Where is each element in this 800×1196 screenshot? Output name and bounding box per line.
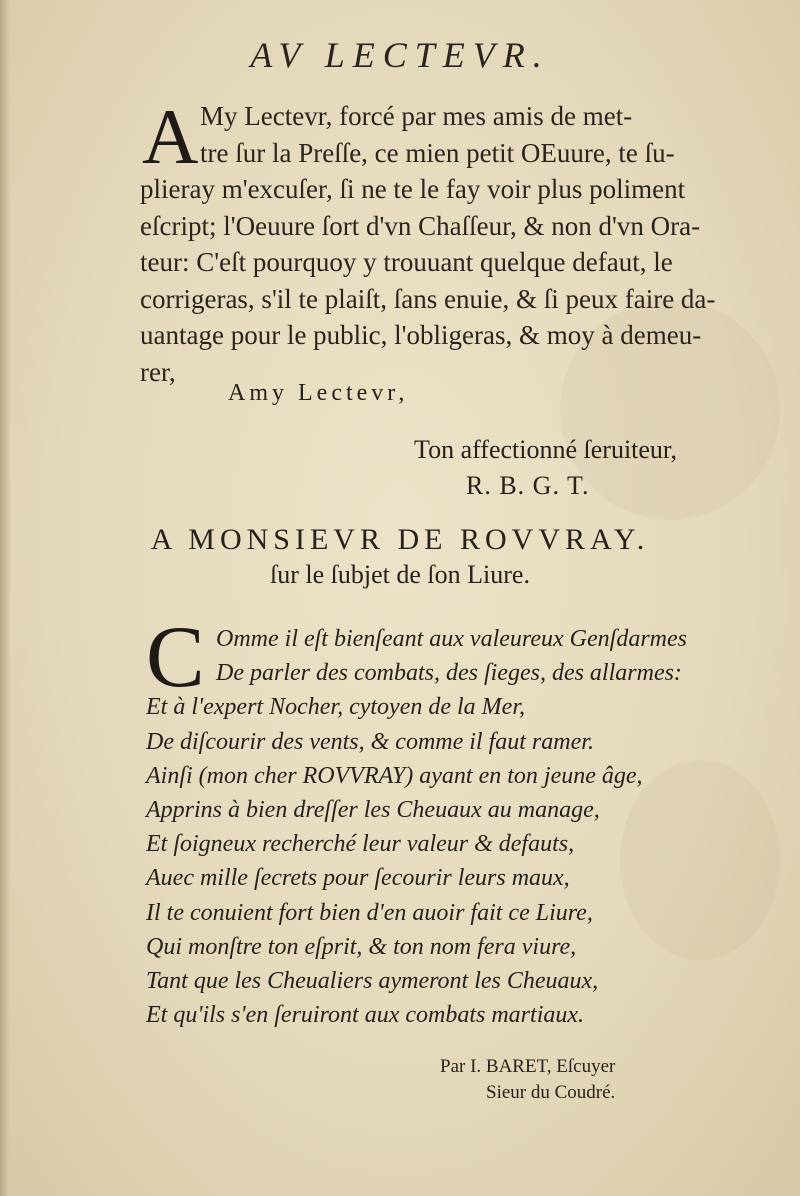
- poem-line: De diſcourir des vents, & comme il faut ramer.: [146, 728, 594, 755]
- poem-line: Tant que les Cheualiers aymeront les Cheuaux,: [146, 968, 599, 995]
- poem-line: Il te conuient fort bien d'en auoir fait ce Liure,: [146, 899, 593, 926]
- poem-line: Auec mille ſecrets pour ſecourir leurs maux,: [146, 865, 570, 892]
- preface-line: My Lectevr, forcé par mes amis de met-: [200, 101, 633, 131]
- salutation: Amy Lectevr,: [228, 380, 409, 406]
- sonnet-title: A MONSIEVR DE ROVVRAY.: [150, 523, 650, 556]
- preface-signature: [414, 432, 677, 504]
- preface-line: uantage pour le public, l'obligeras, & moy à demeu-: [140, 320, 702, 350]
- sonnet-subtitle: ſur le ſubjet de ſon Liure.: [270, 560, 530, 589]
- poem-line: Ainſi (mon cher ROVVRAY) ayant en ton jeune âge,: [146, 762, 643, 789]
- preface-line: rer,: [140, 356, 176, 387]
- poem-line: Et ſoigneux recherché leur valeur & defauts,: [146, 831, 575, 858]
- page-edge: [0, 0, 10, 1196]
- preface-line: corrigeras, s'il te plaiſt, ſans enuie, & ſi peux faire da-: [140, 283, 716, 314]
- poem-line: Apprins à bien dreſſer les Cheuaux au manage,: [146, 797, 600, 824]
- poem-line: Omme il eſt bienſeant aux valeureux Genſdarmes: [216, 626, 687, 652]
- page-header: AV LECTEVR.: [250, 35, 550, 75]
- poem-line: Qui monſtre ton eſprit, & ton nom fera viure,: [146, 933, 577, 960]
- author-title: Sieur du Coudré.: [486, 1082, 616, 1103]
- signature-initials: R. B. G. T.: [466, 471, 590, 500]
- author-line: Par I. BARET, Eſcuyer: [440, 1056, 616, 1077]
- sonnet-dropcap: C: [146, 609, 205, 706]
- poem-line: Et à l'expert Nocher, cytoyen de la Mer,: [146, 694, 526, 721]
- preface-line: tre ſur la Preſſe, ce mien petit OEuure, te ſu-: [200, 137, 675, 168]
- sonnet-author: [440, 1054, 615, 1106]
- poem-line: Et qu'ils s'en ſeruiront aux combats martiaux.: [146, 1002, 585, 1029]
- preface-text: [140, 93, 760, 390]
- sonnet-poem: [146, 622, 786, 1032]
- preface-line: teur: C'eſt pourquoy y trouuant quelque defaut, le: [140, 247, 673, 277]
- preface-line: plieray m'excuſer, ſi ne te le fay voir plus poliment: [140, 174, 686, 204]
- preface-line: eſcript; l'Oeuure ſort d'vn Chaſſeur, & non d'vn Ora-: [140, 210, 701, 241]
- signature-line: Ton affectionné ſeruiteur,: [414, 435, 678, 464]
- poem-line: De parler des combats, des ſieges, des allarmes:: [216, 660, 682, 687]
- preface-dropcap: A: [142, 93, 199, 180]
